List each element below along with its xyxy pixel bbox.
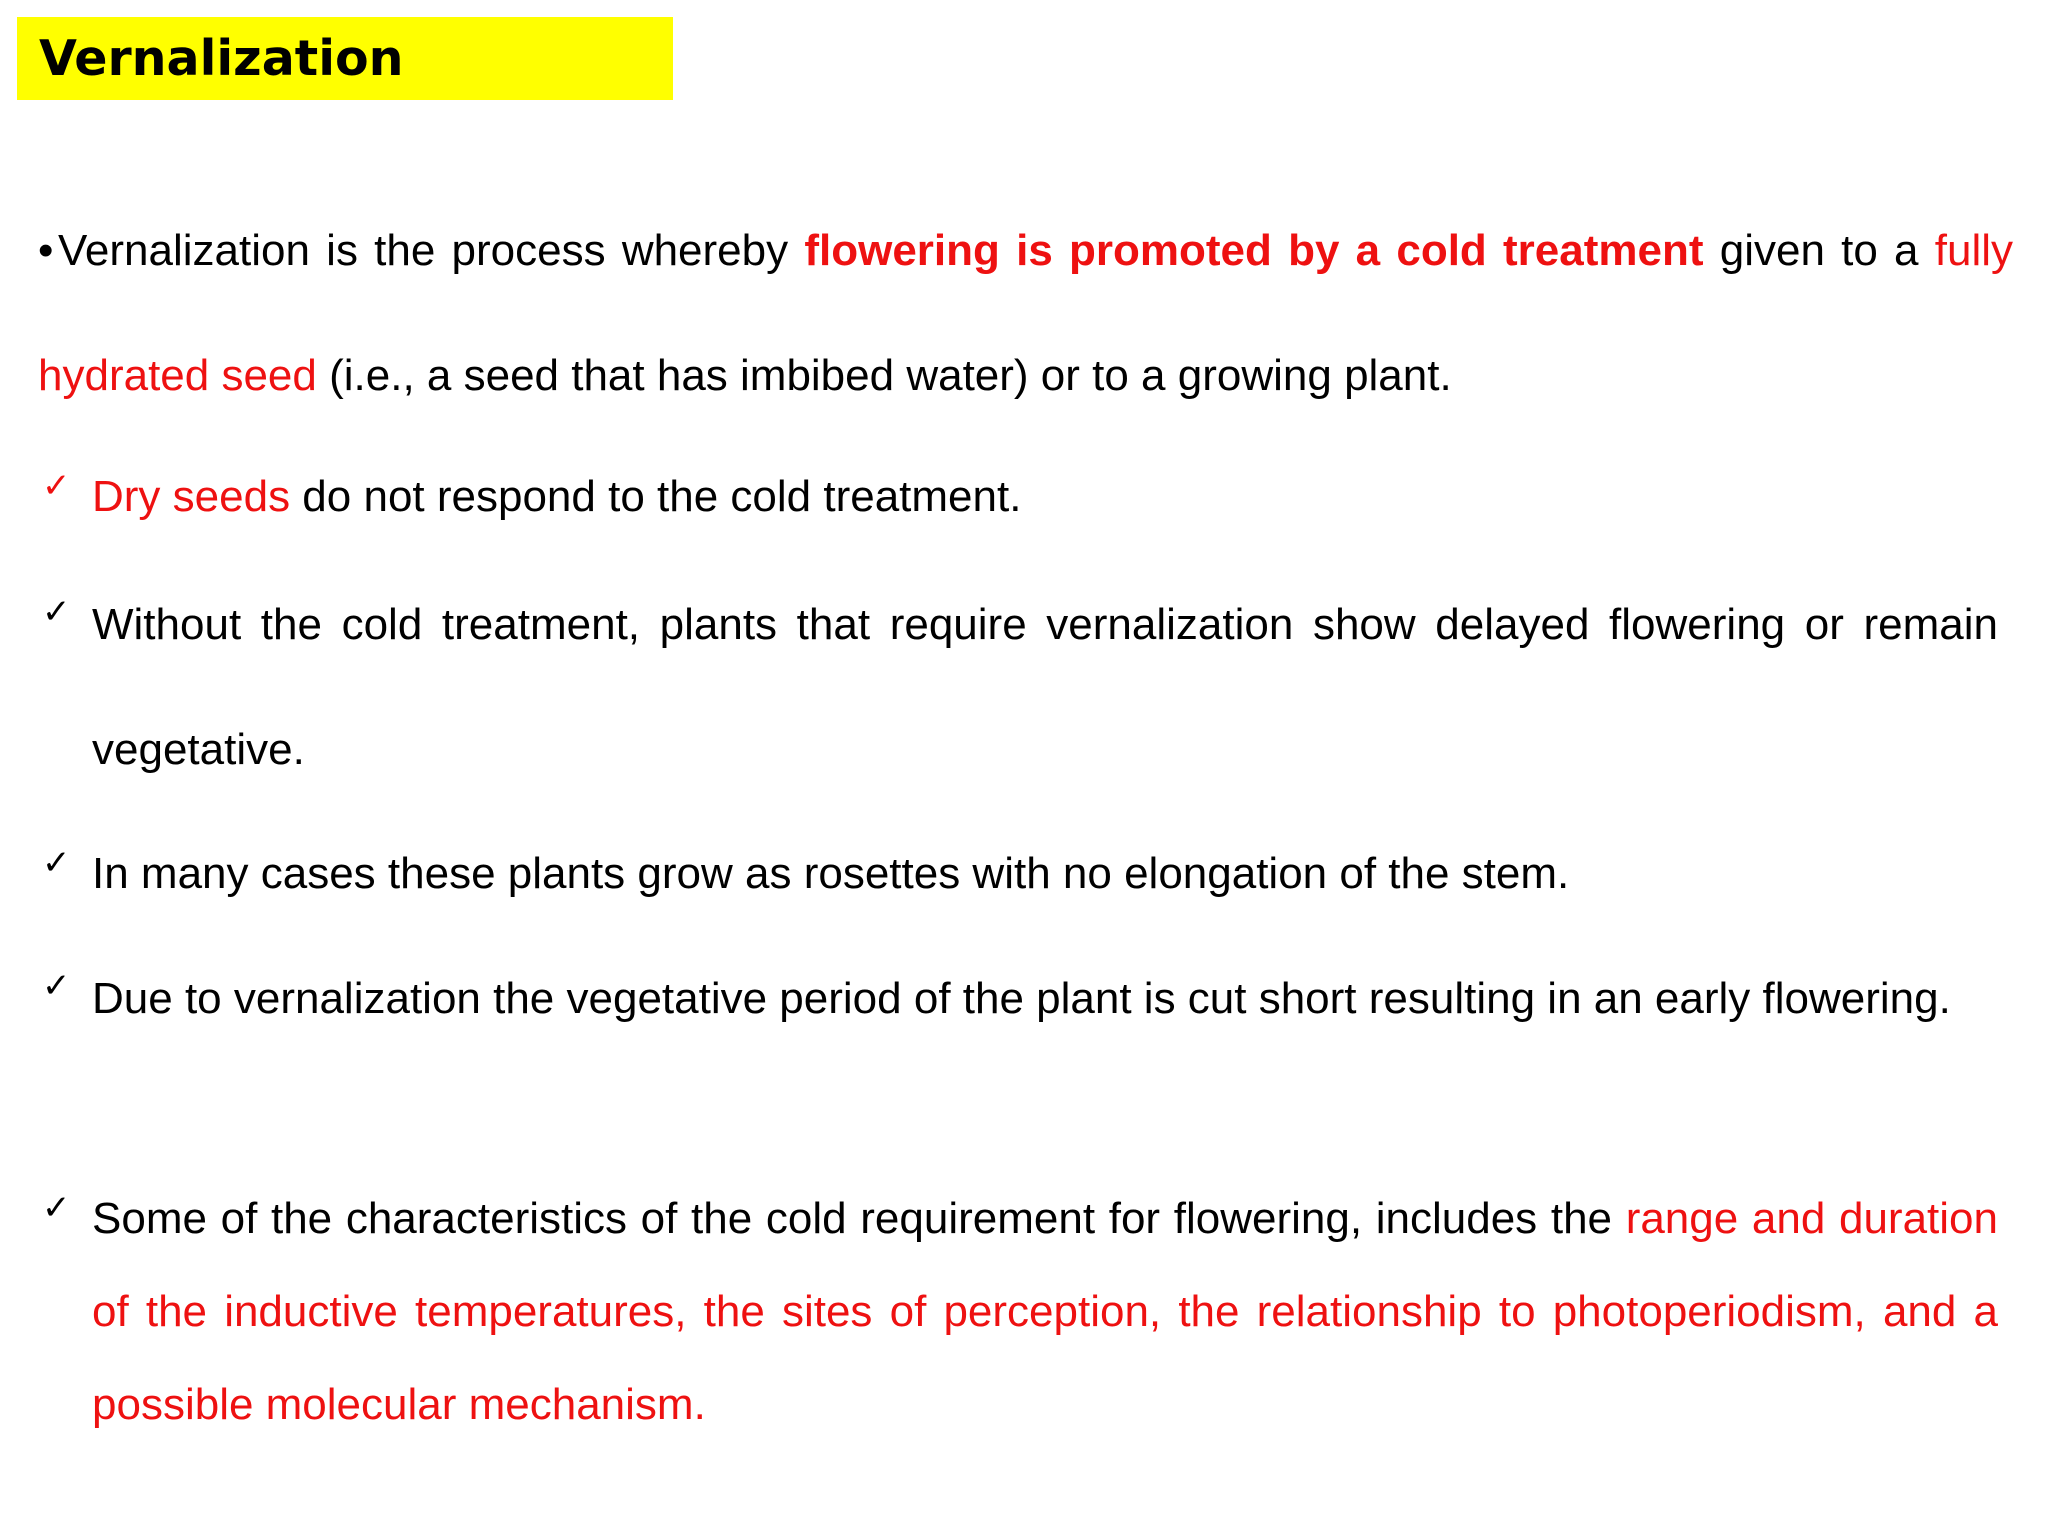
title-highlight-box: [17, 17, 673, 100]
item-text-start: Some of the characteristics of the cold requirement for flowering, includes the: [92, 1194, 1626, 1243]
highlight-dry-seeds: Dry seeds: [92, 472, 291, 521]
checkmark-icon: ✓: [42, 966, 71, 1006]
intro-highlight-flowering: flowering is promoted by a cold treatment: [804, 226, 1704, 275]
checkmark-icon: ✓: [42, 466, 71, 506]
list-item-text: [92, 1172, 1998, 1451]
intro-text-part2: given to a: [1703, 226, 1935, 275]
list-item-text: [92, 466, 1998, 528]
list-item-text: In many cases these plants grow as rosettes with no elongation of the stem.: [92, 849, 1570, 898]
bullet-dot: •: [38, 226, 54, 275]
checkmark-icon: ✓: [42, 843, 71, 883]
intro-text-part3: (i.e., a seed that has imbibed water) or to a growing plant.: [316, 351, 1452, 400]
list-item-text: Without the cold treatment, plants that require vernalization show delayed flowering or remain vegetative.: [92, 600, 1998, 774]
item-text-rest: do not respond to the cold treatment.: [290, 472, 1022, 521]
slide-title: Vernalization: [39, 30, 404, 87]
checkmark-icon: ✓: [42, 1188, 71, 1228]
intro-paragraph: [38, 188, 2013, 438]
highlight-characteristics: range and duration of the inductive temperatures, the sites of perception, the relationship to photoperiodism, and a possible molecular mechanism.: [92, 1194, 1998, 1429]
intro-highlight-seed: fully hydrated seed: [38, 226, 2013, 400]
list-item-text: Due to vernalization the vegetative period of the plant is cut short resulting in an early flowering.: [92, 974, 1951, 1023]
checkmark-icon: ✓: [42, 592, 71, 632]
intro-text-part1: Vernalization is the process whereby: [58, 226, 805, 275]
